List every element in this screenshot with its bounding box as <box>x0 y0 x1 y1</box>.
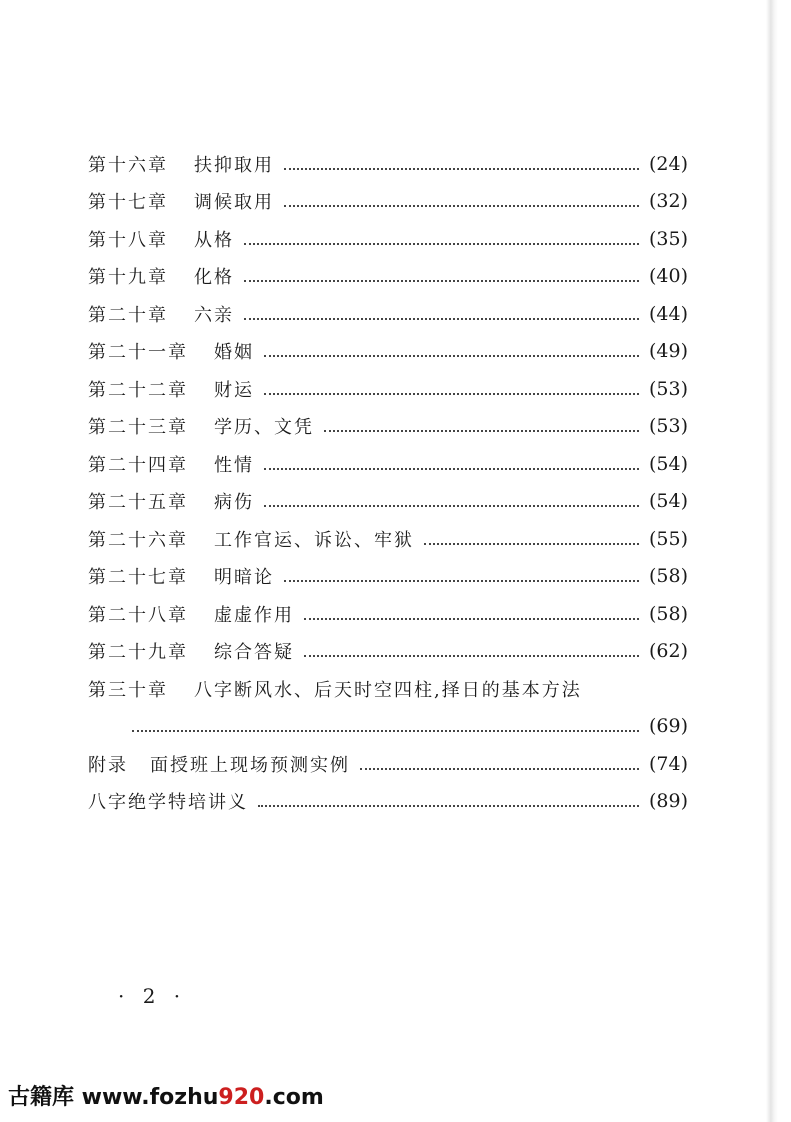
toc-title: 学历、文凭 <box>214 417 314 439</box>
toc-chapter: 第二十五章 <box>88 492 188 514</box>
toc-title: 八字绝学特培讲义 <box>88 792 248 814</box>
dot-leader <box>284 203 639 207</box>
toc-title: 工作官运、诉讼、牢狱 <box>214 529 414 551</box>
toc-chapter: 第二十七章 <box>88 567 188 589</box>
table-of-contents <box>88 145 688 820</box>
toc-chapter: 第二十章 <box>88 304 168 326</box>
toc-page-number: (54) <box>648 490 688 513</box>
scan-edge-shadow <box>766 0 778 1122</box>
toc-entry-chapter30[interactable] <box>88 670 688 708</box>
toc-entry-lecture[interactable] <box>88 783 688 821</box>
toc-chapter: 第二十六章 <box>88 529 188 551</box>
toc-entry[interactable] <box>88 483 688 521</box>
toc-entry[interactable] <box>88 408 688 446</box>
dot-leader <box>132 728 639 732</box>
toc-title: 六亲 <box>194 304 234 326</box>
toc-title: 综合答疑 <box>214 642 294 664</box>
toc-page-number: (53) <box>648 415 688 438</box>
toc-chapter: 第二十八章 <box>88 604 188 626</box>
page-number: · 2 · <box>118 984 187 1008</box>
dot-leader <box>304 616 639 620</box>
toc-title: 八字断风水、后天时空四柱,择日的基本方法 <box>194 679 582 701</box>
toc-chapter: 附录 <box>88 754 128 776</box>
toc-page-number: (40) <box>648 265 688 288</box>
toc-chapter: 第三十章 <box>88 679 168 701</box>
toc-page-number: (54) <box>648 452 688 475</box>
toc-chapter: 第二十二章 <box>88 379 188 401</box>
dot-leader <box>264 503 639 507</box>
dot-leader <box>264 391 639 395</box>
toc-entry[interactable] <box>88 558 688 596</box>
toc-page-number: (32) <box>648 190 688 213</box>
toc-page-number: (74) <box>648 752 688 775</box>
toc-entry[interactable] <box>88 220 688 258</box>
toc-entry[interactable] <box>88 295 688 333</box>
toc-entry[interactable] <box>88 445 688 483</box>
toc-title: 性情 <box>214 454 254 476</box>
toc-chapter: 第十九章 <box>88 267 168 289</box>
dot-leader <box>244 241 639 245</box>
dot-leader <box>304 653 639 657</box>
toc-page-number: (35) <box>648 227 688 250</box>
toc-entry-appendix[interactable] <box>88 745 688 783</box>
toc-page-number: (58) <box>648 602 688 625</box>
toc-title: 病伤 <box>214 492 254 514</box>
toc-page-number: (44) <box>648 302 688 325</box>
toc-entry[interactable] <box>88 595 688 633</box>
toc-title: 从格 <box>194 229 234 251</box>
watermark-prefix: 古籍库 www.fozhu <box>8 1085 219 1110</box>
toc-title: 虚虚作用 <box>214 604 294 626</box>
dot-leader <box>264 466 639 470</box>
toc-chapter: 第十八章 <box>88 229 168 251</box>
dot-leader <box>424 541 639 545</box>
toc-chapter: 第二十一章 <box>88 342 188 364</box>
dot-leader <box>284 166 639 170</box>
dot-leader <box>284 578 639 582</box>
toc-page-number: (53) <box>648 377 688 400</box>
dot-leader <box>324 428 639 432</box>
toc-title: 财运 <box>214 379 254 401</box>
toc-entry[interactable] <box>88 183 688 221</box>
toc-chapter: 第二十三章 <box>88 417 188 439</box>
toc-page-number: (58) <box>648 565 688 588</box>
toc-entry[interactable] <box>88 370 688 408</box>
toc-chapter: 第十七章 <box>88 192 168 214</box>
watermark-suffix: .com <box>264 1085 324 1110</box>
toc-title: 扶抑取用 <box>194 154 274 176</box>
site-watermark[interactable] <box>8 1080 324 1111</box>
toc-entry[interactable] <box>88 633 688 671</box>
dot-leader <box>244 316 639 320</box>
toc-entry[interactable] <box>88 258 688 296</box>
toc-page-number: (62) <box>648 640 688 663</box>
toc-page-number: (55) <box>648 527 688 550</box>
toc-entry[interactable] <box>88 333 688 371</box>
dot-leader <box>264 353 639 357</box>
toc-page-number: (69) <box>648 715 688 738</box>
dot-leader <box>360 766 639 770</box>
toc-page-number: (49) <box>648 340 688 363</box>
toc-page-number: (24) <box>648 152 688 175</box>
toc-page-number: (89) <box>648 790 688 813</box>
toc-chapter: 第二十九章 <box>88 642 188 664</box>
watermark-number: 920 <box>218 1085 265 1110</box>
toc-chapter: 第十六章 <box>88 154 168 176</box>
toc-entry[interactable] <box>88 520 688 558</box>
toc-title: 面授班上现场预测实例 <box>150 754 350 776</box>
toc-title: 调候取用 <box>194 192 274 214</box>
toc-title: 明暗论 <box>214 567 274 589</box>
toc-entry-continuation[interactable] <box>88 708 688 746</box>
dot-leader <box>244 278 639 282</box>
toc-entry[interactable] <box>88 145 688 183</box>
dot-leader <box>258 803 639 807</box>
toc-chapter: 第二十四章 <box>88 454 188 476</box>
toc-title: 化格 <box>194 267 234 289</box>
toc-title: 婚姻 <box>214 342 254 364</box>
